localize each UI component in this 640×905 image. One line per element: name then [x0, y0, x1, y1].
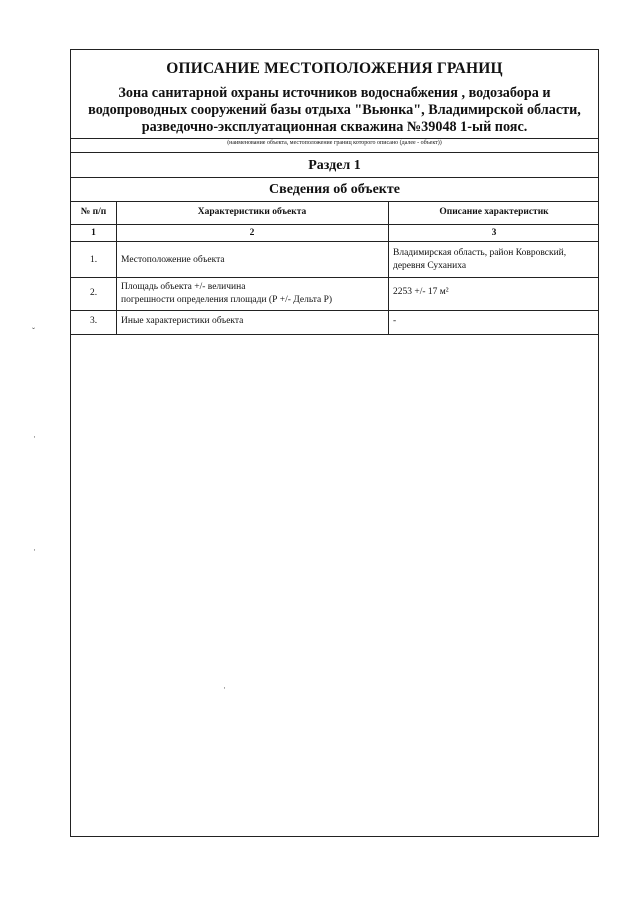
document-sheet	[70, 49, 599, 837]
table-header-characteristic: Характеристики объекта	[197, 207, 307, 217]
scan-mark: ˇ	[32, 326, 35, 336]
characteristic-line: Площадь объекта +/- величина	[121, 282, 246, 292]
document-title: ОПИСАНИЕ МЕСТОПОЛОЖЕНИЯ ГРАНИЦ	[166, 60, 503, 77]
description-line: Владимирская область, район Ковровский,	[393, 248, 567, 258]
table-bottom-border	[71, 334, 598, 335]
characteristic-line: погрешности определения площади (Р +/- Дельта Р)	[121, 295, 333, 305]
table-cell-description	[393, 247, 598, 273]
object-name-line: Зона санитарной охраны источников водоснабжения , водозабора и	[118, 85, 551, 101]
table-column-number: 3	[491, 228, 497, 238]
table-column-number: 1	[91, 228, 96, 238]
scan-mark: ·	[33, 545, 36, 555]
table-row-divider	[71, 241, 598, 242]
table-cell-characteristic: Иные характеристики объекта	[121, 316, 244, 326]
table-row-index: 1.	[89, 255, 98, 265]
table-column-divider	[388, 201, 389, 334]
table-row-index: 2.	[89, 288, 98, 298]
description-line: деревня Суханиха	[393, 261, 467, 271]
object-caption: (наименование объекта, местоположение границ которого описано (далее - объект))	[227, 140, 442, 146]
table-column-divider	[116, 201, 117, 334]
object-name-line: разведочно-эксплуатационная скважина №39048 1-ый пояс.	[141, 119, 528, 135]
divider	[71, 138, 598, 139]
scan-mark: ·	[223, 683, 226, 693]
table-row-divider	[71, 224, 598, 225]
object-name	[81, 85, 588, 136]
table-column-number: 2	[249, 228, 255, 238]
table-header-description: Описание характеристик	[439, 207, 549, 217]
info-title: Сведения об объекте	[269, 182, 400, 197]
table-row-divider	[71, 310, 598, 311]
table-cell-description: -	[393, 316, 397, 326]
scan-mark: ·	[33, 432, 36, 442]
table-cell-description: 2253 +/- 17 м²	[393, 287, 449, 297]
object-name-line: водопроводных сооружений базы отдыха "Вьюнка", Владимирской области,	[88, 102, 581, 118]
table-header-number: № п/п	[80, 207, 107, 217]
table-row-divider	[71, 277, 598, 278]
table-cell-characteristic	[121, 281, 383, 307]
table-row-index: 3.	[89, 316, 98, 326]
divider	[71, 201, 598, 202]
divider	[71, 152, 598, 153]
divider	[71, 177, 598, 178]
section-title: Раздел 1	[308, 158, 361, 173]
table-cell-characteristic: Местоположение объекта	[121, 255, 225, 265]
